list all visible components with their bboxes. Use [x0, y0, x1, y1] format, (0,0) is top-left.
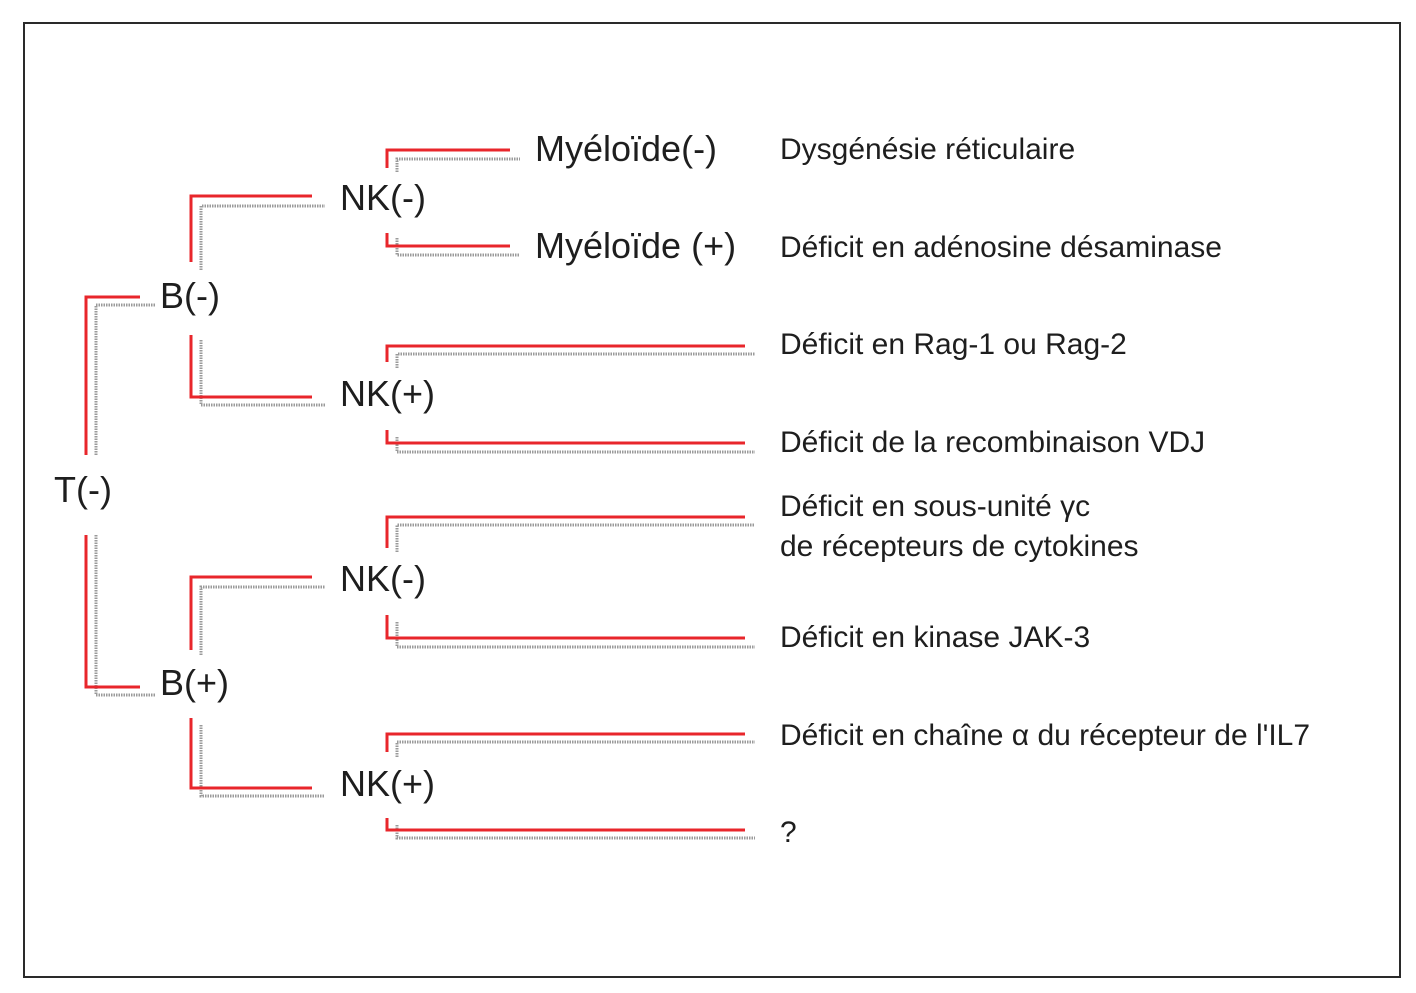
node-myeloid-negative: Myéloïde(-)	[535, 128, 718, 169]
outcome-gamma-c-deficiency-line1: Déficit en sous-unité γc	[780, 490, 1091, 523]
connector-nkneg1-top-shadow	[397, 159, 520, 172]
node-b-negative: B(-)	[160, 275, 220, 316]
connector-bpos-bottom-shadow	[201, 725, 325, 796]
connector-nkneg2-top	[387, 517, 745, 548]
outcome-ada-deficiency: Déficit en adénosine désaminase	[780, 231, 1222, 264]
connector-root-top-shadow	[96, 305, 155, 455]
node-nk-positive-upper: NK(+)	[340, 373, 436, 414]
connector-nkpos2-bottom	[387, 818, 745, 830]
connector-nkneg2-bottom-shadow	[397, 622, 755, 647]
outcome-jak3-deficiency: Déficit en kinase JAK-3	[780, 621, 1091, 654]
node-t-negative: T(-)	[54, 469, 112, 510]
connector-nkpos1-top-shadow	[397, 354, 755, 368]
connector-nkneg2-top-shadow	[397, 525, 755, 552]
connector-bpos-top-shadow	[201, 587, 325, 655]
outcome-reticular-dysgenesis: Dysgénésie réticulaire	[780, 133, 1076, 166]
node-nk-negative-lower: NK(-)	[340, 558, 426, 599]
node-nk-positive-lower: NK(+)	[340, 763, 436, 804]
outcome-labels	[780, 133, 1310, 849]
outcome-rag-deficiency: Déficit en Rag-1 ou Rag-2	[780, 328, 1127, 361]
connector-bneg-top	[191, 196, 312, 262]
connector-root-bottom	[86, 535, 140, 687]
connector-bpos-bottom	[191, 718, 312, 788]
connector-bneg-top-shadow	[201, 206, 325, 270]
connector-nkneg2-bottom	[387, 615, 745, 638]
node-b-positive: B(+)	[160, 662, 230, 703]
connector-nkpos2-top-shadow	[397, 742, 755, 757]
connector-bneg-bottom	[191, 335, 312, 397]
connector-nkneg1-bottom	[387, 233, 510, 246]
outcome-unknown: ?	[780, 816, 797, 849]
outcome-vdj-recombination-deficiency: Déficit de la recombinaison VDJ	[780, 426, 1206, 459]
outcome-gamma-c-deficiency-line2: de récepteurs de cytokines	[780, 530, 1139, 563]
outcome-il7-alpha-deficiency: Déficit en chaîne α du récepteur de l'IL7	[780, 719, 1311, 752]
connector-root-top	[86, 297, 140, 455]
connector-root-bottom-shadow	[96, 535, 155, 695]
node-myeloid-positive: Myéloïde (+)	[535, 225, 737, 266]
connector-bneg-bottom-shadow	[201, 340, 325, 405]
connector-nkpos1-bottom	[387, 430, 745, 443]
tree-nodes	[54, 128, 736, 804]
node-nk-negative-upper: NK(-)	[340, 177, 426, 218]
